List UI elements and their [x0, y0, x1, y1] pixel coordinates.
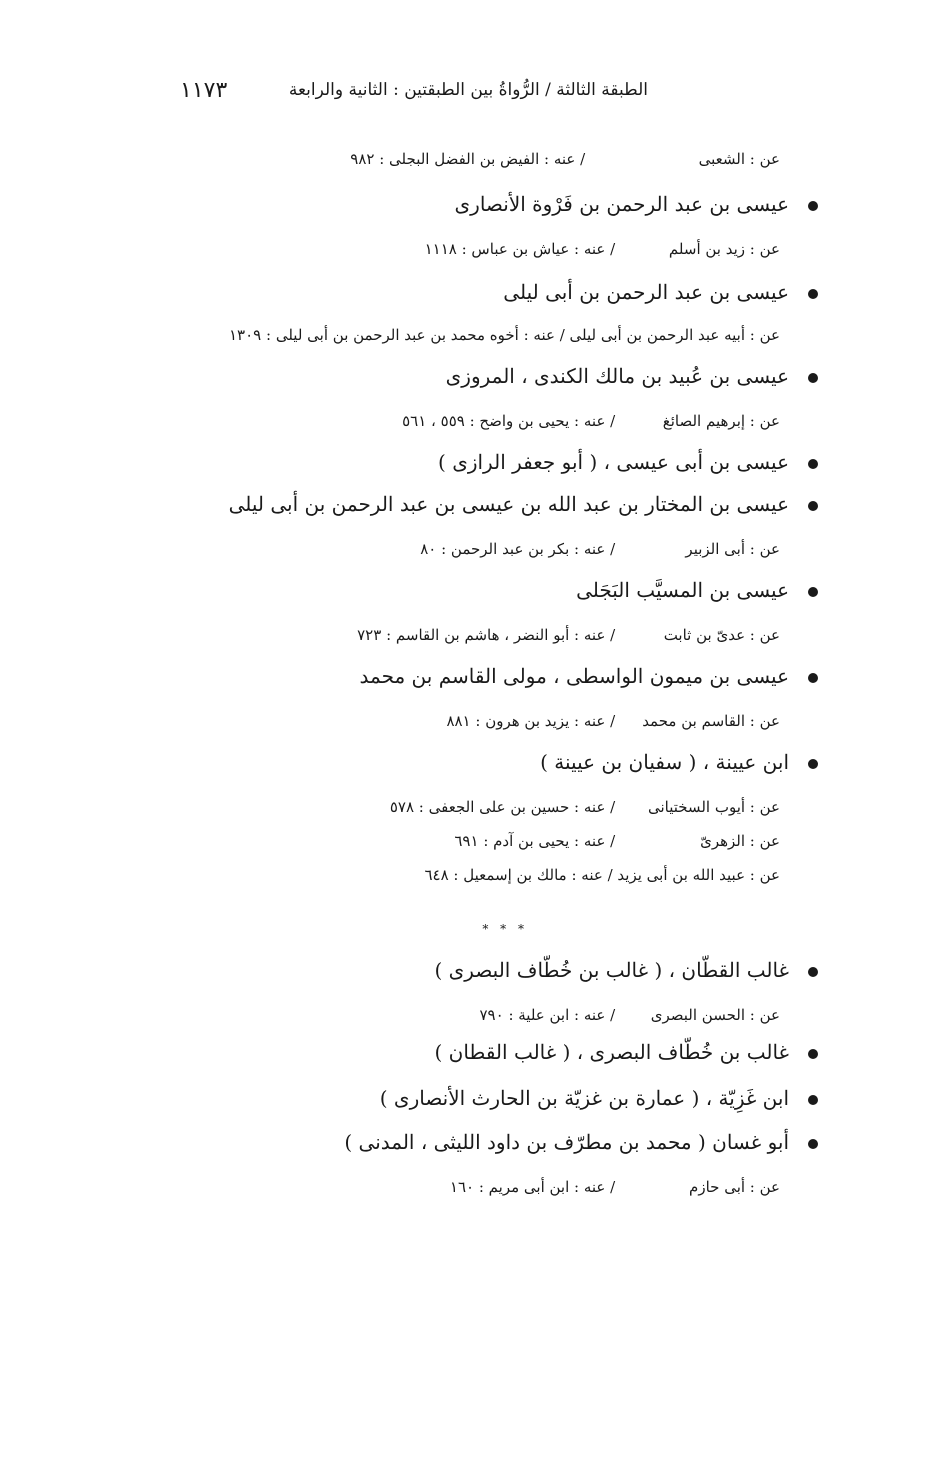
page-header	[180, 78, 648, 114]
bullet-icon	[808, 967, 818, 977]
bullet-icon	[808, 1049, 818, 1059]
narrator-entry	[344, 1130, 818, 1154]
narrator-name: أبو غسان ( محمد بن مطرّف بن داود الليثى ، المدنى )	[344, 1130, 790, 1154]
narration-about: / عنه : بكر بن عبد الرحمن : ٨٠	[420, 540, 616, 558]
narration-about: / عنه : الفيض بن الفضل البجلى : ٩٨٢	[350, 150, 586, 168]
running-head: الطبقة الثالثة / الرُّواةُ بين الطبقتين : الثانية والرابعة	[288, 80, 648, 100]
bullet-icon	[808, 459, 818, 469]
bullet-icon	[808, 373, 818, 383]
narrator-entry	[576, 578, 818, 602]
narration-about: / عنه : عياش بن عباس : ١١١٨	[424, 240, 616, 258]
narration-line	[350, 150, 780, 168]
narration-line	[420, 540, 780, 558]
bullet-icon	[808, 587, 818, 597]
narrator-entry	[229, 492, 818, 516]
bullet-icon	[808, 501, 818, 511]
bullet-icon	[808, 289, 818, 299]
narration-about: / عنه : ابن أبى مريم : ١٦٠	[449, 1178, 616, 1196]
narration-line	[454, 832, 780, 850]
narrator-name: غالب بن خُطّاف البصرى ، ( غالب القطان )	[434, 1040, 790, 1064]
narration-from: عن : الشعبى	[698, 150, 780, 168]
narration-line	[424, 866, 780, 884]
narration-about: / عنه : مالك بن إسمعيل : ٦٤٨	[424, 866, 613, 884]
bullet-icon	[808, 201, 818, 211]
narrator-entry	[360, 664, 818, 688]
narration-about: / عنه : ابن علية : ٧٩٠	[479, 1006, 616, 1024]
narration-about: / عنه : يحيى بن آدم : ٦٩١	[454, 832, 616, 850]
bullet-icon	[808, 1139, 818, 1149]
narrator-entry	[380, 1086, 818, 1110]
narrator-name: عيسى بن عبد الرحمن بن فَرْوة الأنصارى	[454, 192, 790, 216]
narration-line	[402, 412, 780, 430]
narration-from: عن : أبيه عبد الرحمن بن أبى ليلى	[569, 326, 780, 344]
page-number: ١١٧٣	[180, 78, 228, 103]
narration-line	[425, 240, 780, 258]
narration-about: / عنه : يزيد بن هرون : ٨٨١	[446, 712, 616, 730]
narrator-entry	[434, 958, 818, 982]
narration-from: عن : عدىّ بن ثابت	[663, 626, 780, 644]
narrator-entry	[540, 750, 818, 774]
narrator-name: عيسى بن أبى عيسى ، ( أبو جعفر الرازى )	[438, 450, 790, 474]
section-separator: * * *	[482, 922, 528, 936]
narrator-entry	[434, 1040, 818, 1064]
narration-line	[229, 326, 780, 344]
narration-from: عن : أيوب السختيانى	[647, 798, 780, 816]
narration-about: / عنه : أبو النضر ، هاشم بن القاسم : ٧٢٣	[357, 626, 616, 644]
narrator-name: عيسى بن المسيَّب البَجَلى	[576, 578, 790, 602]
narration-about: / عنه : يحيى بن واضح : ٥٥٩ ، ٥٦١	[402, 412, 616, 430]
narrator-name: عيسى بن عبد الرحمن بن أبى ليلى	[503, 280, 790, 304]
narration-about: / عنه : أخوه محمد بن عبد الرحمن بن أبى ليلى : ١٣٠٩	[229, 326, 565, 344]
narration-line	[390, 798, 780, 816]
narration-from: عن : القاسم بن محمد	[642, 712, 780, 730]
narration-line	[446, 712, 780, 730]
narration-from: عن : عبيد الله بن أبى يزيد	[617, 866, 780, 884]
narrator-name: عيسى بن المختار بن عبد الله بن عيسى بن عبد الرحمن بن أبى ليلى	[228, 492, 790, 516]
narration-about: / عنه : حسين بن على الجعفى : ٥٧٨	[389, 798, 616, 816]
bullet-icon	[808, 1095, 818, 1105]
narration-from: عن : أبى حازم	[689, 1178, 780, 1196]
bullet-icon	[808, 673, 818, 683]
narration-from: عن : الزهرىّ	[700, 832, 780, 850]
narrator-name: عيسى بن عُبيد بن مالك الكندى ، المروزى	[445, 364, 790, 388]
narration-from: عن : الحسن البصرى	[650, 1006, 780, 1024]
narrator-entry	[446, 364, 818, 388]
narration-from: عن : إبرهيم الصائغ	[662, 412, 780, 430]
narrator-entry	[438, 450, 818, 474]
narrator-name: عيسى بن ميمون الواسطى ، مولى القاسم بن محمد	[359, 664, 790, 688]
narration-from: عن : أبى الزبير	[685, 540, 780, 558]
narration-line	[480, 1006, 781, 1024]
narrator-entry	[503, 280, 818, 304]
narration-line	[357, 626, 780, 644]
narrator-name: غالب القطّان ، ( غالب بن خُطّاف البصرى )	[434, 958, 790, 982]
narrator-name: ابن غَزِيّة ، ( عمارة بن غزيّة بن الحارث الأنصارى )	[379, 1086, 790, 1110]
narration-line	[450, 1178, 780, 1196]
narrator-name: ابن عيينة ، ( سفيان بن عيينة )	[540, 750, 790, 774]
narrator-entry	[455, 192, 819, 216]
bullet-icon	[808, 759, 818, 769]
narration-from: عن : زيد بن أسلم	[668, 240, 780, 258]
